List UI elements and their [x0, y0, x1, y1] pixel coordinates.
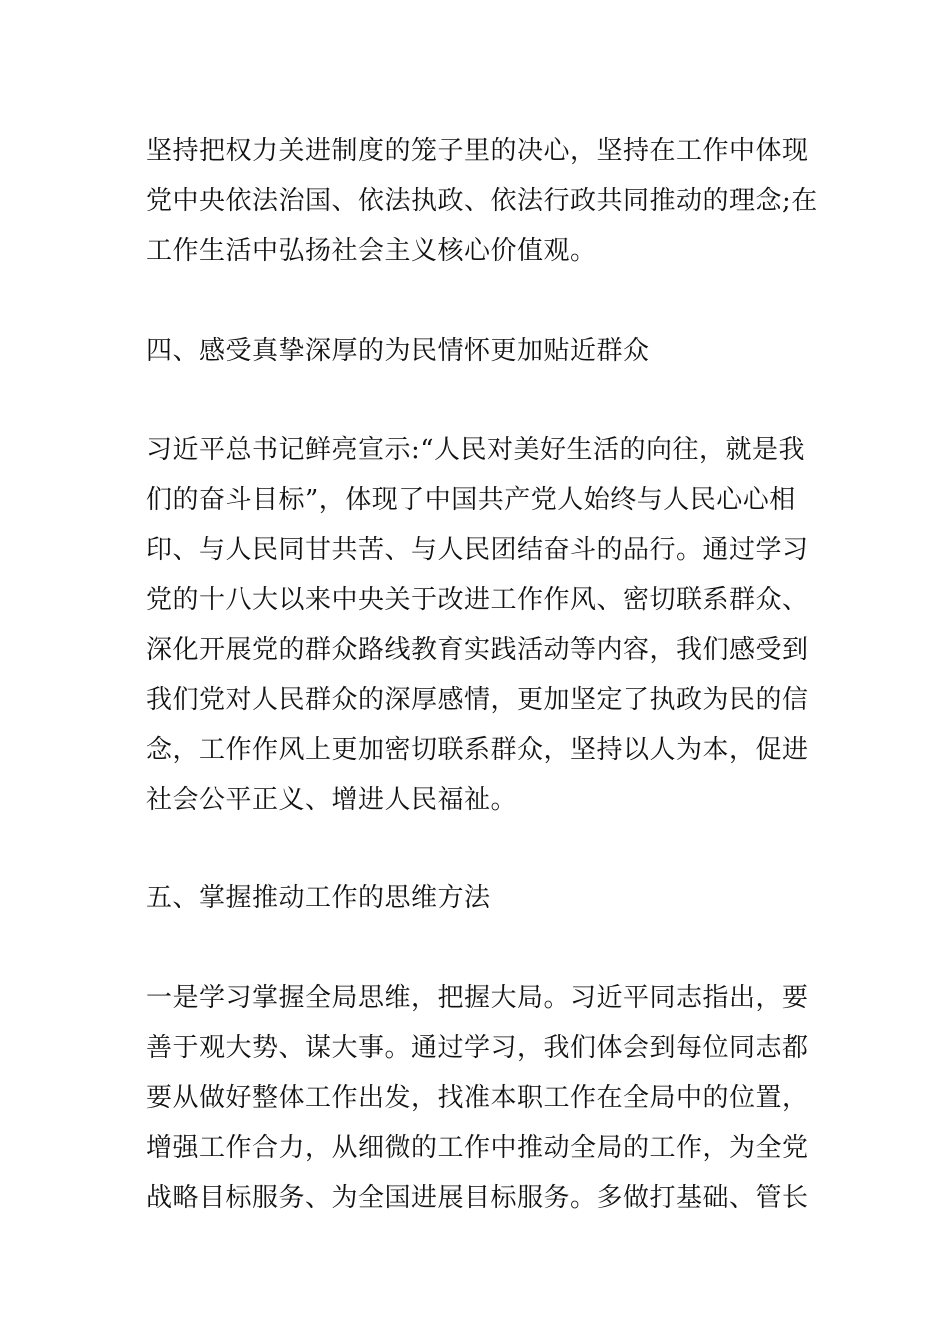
paragraph-3-line-3: 要从做好整体工作出发，找准本职工作在全局中的位置，	[146, 1083, 809, 1113]
paragraph-1-line-2: 党中央依法治国、依法执政、依法行政共同推动的理念;在	[146, 186, 818, 216]
paragraph-2-line-7: 念，工作作风上更加密切联系群众，坚持以人为本，促进	[146, 735, 809, 765]
paragraph-3-line-4: 增强工作合力，从细微的工作中推动全局的工作，为全党	[146, 1133, 809, 1163]
section-heading-4: 四、感受真挚深厚的为民情怀更加贴近群众	[146, 336, 650, 366]
paragraph-2-line-8: 社会公平正义、增进人民福祉。	[146, 785, 518, 815]
paragraph-1-line-3: 工作生活中弘扬社会主义核心价值观。	[146, 236, 597, 266]
paragraph-2-line-5: 深化开展党的群众路线教育实践活动等内容，我们感受到	[146, 635, 809, 665]
paragraph-2-line-4: 党的十八大以来中央关于改进工作作风、密切联系群众、	[146, 585, 809, 615]
paragraph-1-line-1: 坚持把权力关进制度的笼子里的决心，坚持在工作中体现	[146, 136, 809, 166]
paragraph-2-line-3: 印、与人民同甘共苦、与人民团结奋斗的品行。通过学习	[146, 535, 809, 565]
paragraph-3-line-5: 战略目标服务、为全国进展目标服务。多做打基础、管长	[146, 1183, 809, 1213]
paragraph-2-line-2: 们的奋斗目标”，体现了中国共产党人始终与人民心心相	[146, 485, 796, 515]
paragraph-3-line-2: 善于观大势、谋大事。通过学习，我们体会到每位同志都	[146, 1033, 809, 1063]
paragraph-2-line-1: 习近平总书记鲜亮宣示:“人民对美好生活的向往，就是我	[146, 435, 806, 465]
section-heading-5: 五、掌握推动工作的思维方法	[146, 883, 491, 913]
paragraph-3-line-1: 一是学习掌握全局思维，把握大局。习近平同志指出，要	[146, 983, 809, 1013]
paragraph-2-line-6: 我们党对人民群众的深厚感情，更加坚定了执政为民的信	[146, 685, 809, 715]
